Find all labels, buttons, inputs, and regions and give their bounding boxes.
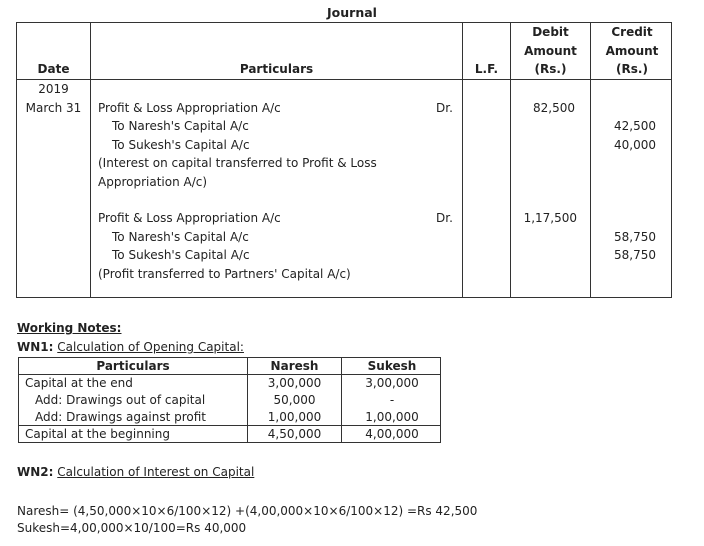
opening-capital-table: [18, 357, 441, 443]
cap-row-sukesh: 4,00,000: [365, 427, 419, 441]
entry2-narration-1: (Profit transferred to Partners' Capital A/c): [98, 266, 351, 281]
wn1-label: WN1:: [17, 340, 54, 354]
wn2-heading: [17, 465, 254, 479]
cap-row-naresh: 3,00,000: [267, 376, 322, 390]
calc-line-naresh: Naresh= (4,50,000×10×6/100×12) +(4,00,000×10×6/100×12) =Rs 42,500: [17, 504, 478, 518]
entry2-credit-account-2: To Sukesh's Capital A/c: [112, 248, 250, 262]
cap-row-label: Capital at the end: [25, 376, 133, 390]
working-notes-heading: Working Notes:: [17, 321, 122, 335]
entry1-debit-account: Profit & Loss Appropriation A/c: [98, 100, 281, 115]
date-day: March 31: [25, 100, 82, 115]
entry1-credit-account-2: To Sukesh's Capital A/c: [112, 137, 250, 152]
entry1-narration-2: Appropriation A/c): [98, 174, 208, 189]
entry2-debit-amount: 1,17,500: [523, 211, 577, 225]
wn1-heading: [17, 340, 244, 354]
entry1-dr: Dr.: [436, 100, 453, 115]
header-debit-3: (Rs.): [534, 62, 567, 76]
wn2-label: WN2:: [17, 465, 54, 479]
header-credit-2: Amount: [605, 43, 659, 58]
entry2-credit-amount-1: 58,750: [614, 229, 656, 244]
entry2-credit-amount-2: 58,750: [614, 248, 656, 262]
entry1-debit-amount: 82,500: [533, 100, 575, 115]
entry1-credit-amount-1: 42,500: [614, 119, 656, 133]
calc-line-sukesh: Sukesh=4,00,000×10/100=Rs 40,000: [17, 521, 247, 535]
cap-row-naresh: 50,000: [273, 393, 316, 407]
cap-header-sukesh: Sukesh: [367, 359, 417, 373]
header-particulars: Particulars: [239, 62, 314, 76]
cap-row-naresh: 1,00,000: [267, 410, 322, 424]
entry1-credit-amount-2: 40,000: [614, 137, 656, 152]
header-lf: L.F.: [474, 62, 499, 76]
journal-title: Journal: [327, 5, 377, 20]
date-year: 2019: [38, 82, 69, 96]
header-debit-2: Amount: [524, 43, 577, 58]
cap-row-label: Add: Drawings against profit: [35, 410, 206, 424]
wn1-title: Calculation of Opening Capital:: [57, 340, 244, 354]
cap-row-sukesh: 3,00,000: [365, 376, 419, 390]
cap-row-label: Capital at the beginning: [25, 427, 170, 441]
entry2-debit-account: Profit & Loss Appropriation A/c: [98, 211, 281, 225]
entry2-credit-account-1: To Naresh's Capital A/c: [112, 229, 249, 244]
cap-row-naresh: 4,50,000: [267, 427, 322, 441]
entry1-narration-1: (Interest on capital transferred to Profit & Loss: [98, 156, 377, 170]
wn2-title: Calculation of Interest on Capital: [57, 465, 255, 479]
cap-row-label: Add: Drawings out of capital: [35, 393, 206, 407]
cap-header-naresh: Naresh: [270, 359, 319, 373]
header-credit-1: Credit: [611, 25, 653, 39]
entry1-credit-account-1: To Naresh's Capital A/c: [112, 119, 249, 133]
cap-row-sukesh: -: [389, 393, 395, 407]
cap-row-sukesh: 1,00,000: [365, 410, 419, 424]
header-credit-3: (Rs.): [616, 62, 648, 76]
header-date: Date: [37, 62, 70, 76]
entry2-dr: Dr.: [436, 211, 453, 225]
header-divider: [17, 79, 671, 80]
cap-header-particulars: Particulars: [96, 359, 170, 373]
header-debit-1: Debit: [532, 25, 569, 39]
journal-table: [16, 22, 672, 298]
